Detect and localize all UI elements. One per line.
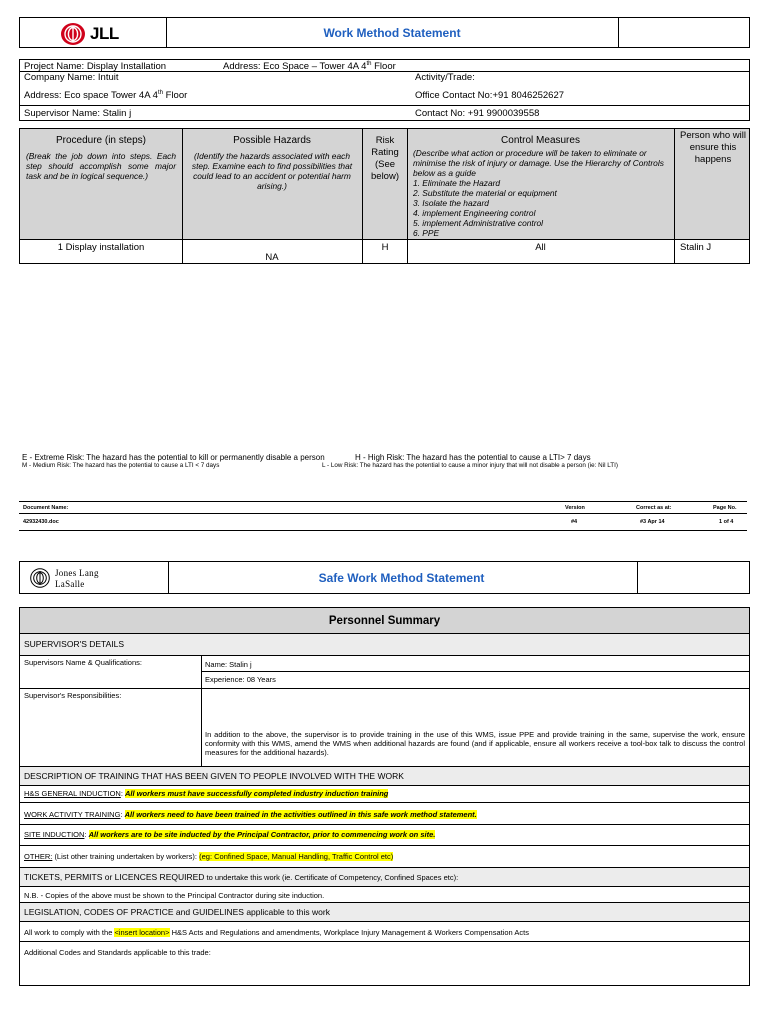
contact-number: Contact No: +91 9900039558 [415, 108, 540, 119]
activity-trade: Activity/Trade: [415, 72, 475, 83]
header-block-1 [19, 17, 750, 48]
legend-medium: M - Medium Risk: The hazard has the potential to cause a LTI < 7 days [22, 462, 220, 469]
page-title: Work Method Statement [166, 18, 619, 47]
person-header: Person who will ensure this happens [680, 130, 746, 165]
personnel-title: Personnel Summary [20, 608, 749, 633]
nb-note: N.B. - Copies of the above must be shown to the Principal Contractor during site induction. [24, 891, 325, 900]
control-item: 1. Eliminate the Hazard [413, 178, 501, 188]
control-item: 5. implement Administrative control [413, 218, 544, 228]
control-note: (Describe what action or procedure will be taken to eliminate or minimise the risk of injury or damage. Use the Hierarchy of Controls below as a guide 1. Eliminate the Hazard 2. Substitute the material or equipment 3. Isolate the hazard 4. implement Engineering control 5. implement Administrative control 6. PPE [413, 148, 671, 238]
site-induction: SITE INDUCTION: All workers are to be site inducted by the Principal Contractor, prior to commencing work on site. [24, 830, 436, 839]
risk-header: Risk Rating (See below) [371, 135, 399, 182]
jll-logo-icon [60, 22, 86, 46]
control-item: 3. Isolate the hazard [413, 198, 489, 208]
version-label: Version [565, 505, 585, 511]
doc-name-value: 42932430.doc [23, 519, 59, 525]
doc-name-label: Document Name: [23, 505, 69, 511]
company-name: Company Name: Intuit [24, 72, 119, 83]
hs-induction: H&S GENERAL INDUCTION: All workers must have successfully completed industry induction training [24, 789, 389, 798]
additional-codes: Additional Codes and Standards applicable to this trade: [24, 948, 211, 957]
office-contact: Office Contact No:+91 8046252627 [415, 90, 565, 101]
procedure-header: Procedure (in steps) [55, 135, 147, 146]
page-label: Page No. [713, 505, 737, 511]
address: Address: Eco space Tower 4A 4th Floor [24, 90, 188, 102]
document-footer [19, 501, 747, 531]
control-item: 6. PPE [413, 228, 440, 238]
sup-name-label: Supervisors Name & Qualifications: [24, 658, 142, 667]
control-header: Control Measures [501, 135, 580, 146]
responsibilities-text: In addition to the above, the supervisor is to provide training in the use of this WMS, issue PPE and provide training in the same, supervise the work, ensure conformity with this WMS, amend the WMS when additional hazards are found (and if applicable, ensure all workers receive a tool-box talk to discuss the control measures for the additional hazards). [205, 730, 745, 757]
header-block-2 [19, 561, 750, 594]
personnel-summary [19, 607, 750, 986]
logo-text: JLL [90, 24, 119, 43]
row-person: Stalin J [680, 242, 712, 253]
control-item: 2. Substitute the material or equipment [413, 188, 557, 198]
project-name: Project Name: Display Installation [24, 61, 167, 72]
training-header: DESCRIPTION OF TRAINING THAT HAS BEEN GIVEN TO PEOPLE INVOLVED WITH THE WORK [24, 771, 404, 781]
legend-extreme: E - Extreme Risk: The hazard has the potential to kill or permanently disable a person [22, 453, 325, 462]
legislation-header: LEGISLATION, CODES OF PRACTICE and GUIDELINES applicable to this work [24, 907, 330, 917]
logo-line1: Jones Lang [55, 568, 99, 578]
row-control: All [535, 242, 546, 253]
logo-cell [20, 18, 167, 47]
address-top: Address: Eco Space – Tower 4A 4th Floor [223, 61, 396, 73]
procedure-note: (Break the job down into steps. Each step should accomplish some major task and be in logical sequence.) [26, 151, 176, 181]
row-procedure: 1 Display installation [57, 242, 145, 253]
legend-high: H - High Risk: The hazard has the potential to cause a LTI> 7 days [355, 453, 591, 462]
control-item: 4. implement Engineering control [413, 208, 536, 218]
work-activity-training: WORK ACTIVITY TRAINING: All workers need to have been trained in the activities outlined in this safe work method statement. [24, 810, 477, 819]
logo-line2: LaSalle [55, 579, 85, 589]
row-hazards: NA [265, 252, 279, 263]
sup-name-value: Name: Stalin j [205, 660, 252, 669]
correct-label: Correct as at: [636, 505, 672, 511]
correct-value: #3 Apr 14 [640, 519, 665, 525]
jll-logo-icon [30, 568, 50, 588]
experience: Experience: 08 Years [205, 675, 276, 684]
legend-low: L - Low Risk: The hazard has the potential to cause a minor injury that will not disable a person (ie: Nil LTI) [322, 462, 618, 469]
supervisor-details-header: SUPERVISOR'S DETAILS [24, 639, 125, 649]
version-value: #4 [571, 519, 578, 525]
project-info [19, 59, 750, 121]
hazards-header: Possible Hazards [233, 135, 311, 146]
responsibilities-label: Supervisor's Responsibilities: [24, 691, 122, 700]
page-title: Safe Work Method Statement [166, 562, 638, 593]
hazards-note: (Identify the hazards associated with each step. Examine each to find possibilities that could lead to an accident or potential harm arising.) [191, 151, 353, 191]
row-risk: H [381, 242, 389, 253]
page-value: 1 of 4 [719, 519, 734, 525]
logo-cell [20, 562, 169, 593]
other-training: OTHER: (List other training undertaken by workers): (eg: Confined Space, Manual Handling, Traffic Control etc) [24, 852, 394, 861]
supervisor-name: Supervisor Name: Stalin j [24, 108, 132, 119]
tickets-header: TICKETS, PERMITS or LICENCES REQUIRED to undertake this work (ie. Certificate of Competency, Confined Spaces etc): [24, 872, 459, 882]
risk-table [19, 128, 750, 264]
comply-statement: All work to comply with the <insert location> H&S Acts and Regulations and amendments, Workplace Injury Management & Workers Compensation Acts [24, 928, 529, 937]
